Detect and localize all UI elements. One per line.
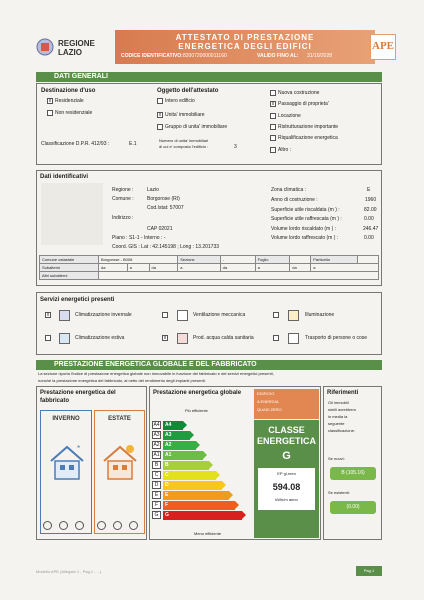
riferimenti-text-4: classificazione: xyxy=(328,428,355,433)
dati-generali-box xyxy=(36,83,382,165)
servizi-title: Servizi energetici presenti xyxy=(40,297,115,303)
energy-class-marker-f: F xyxy=(152,501,161,509)
prestazione-intro-line2: nonché la prestazione energetica del fabbricato, al netto del rendimento degli impianti presenti. xyxy=(38,378,206,383)
estate-panel xyxy=(94,410,145,534)
servizio-label-1: Ventilazione meccanica xyxy=(193,312,246,318)
regione-value: Lazio xyxy=(147,187,159,193)
section-prestazione: PRESTAZIONE ENERGETICA GLOBALE E DEL FABBRICATO xyxy=(36,360,382,370)
destinazione-title: Destinazione d'uso xyxy=(41,88,96,94)
altro-label: Altro : xyxy=(278,147,292,153)
se-nuovi-badge xyxy=(330,467,376,480)
riferimenti-text-1: simili avrebbero xyxy=(328,407,357,412)
se-nuovi-label: Se nuovi: xyxy=(328,456,345,461)
code-value: 8200720000011160 xyxy=(183,53,227,59)
region-name-line2: LAZIO xyxy=(58,48,82,57)
ape-logo xyxy=(370,34,396,60)
footer-left: Modello APE (Allegato 1 - Pag.1 - ...) xyxy=(36,569,102,574)
cod-istat: Cod.Istat: 57007 xyxy=(147,205,184,211)
riferimenti-box xyxy=(323,386,382,540)
subalterni-a-1: a xyxy=(127,264,149,272)
meno-efficiente-label: Meno efficiente xyxy=(194,531,222,536)
energy-class-bar-b: B xyxy=(163,461,209,470)
energy-class-marker-c: C xyxy=(152,471,161,479)
servizio-checkbox-5[interactable] xyxy=(273,335,279,341)
smiley-icon xyxy=(97,521,106,530)
subalterni-da-3: da xyxy=(220,264,255,272)
servizio-label-4: Prod. acqua calda sanitaria xyxy=(193,335,254,341)
fabbricato-box xyxy=(36,386,147,540)
intero-edificio-label: Intero edificio xyxy=(165,98,195,104)
particella-label: Particella xyxy=(311,256,358,264)
sup-riscaldata-value: 82.00 xyxy=(364,207,377,213)
estate-smiley-row xyxy=(97,521,145,531)
servizio-label-3: Climatizzazione estiva xyxy=(75,335,125,341)
energy-class-bar-e: E xyxy=(163,491,229,500)
neutral-face-icon xyxy=(113,521,122,530)
energy-class-bar-a4: A4 xyxy=(163,421,183,430)
gruppo-unita-label: Gruppo di unita' immobiliare xyxy=(165,124,228,130)
nzeb-line2: A ENERGIA xyxy=(257,399,279,404)
indirizzo-label: Indirizzo : xyxy=(112,215,134,221)
zona-climatica-label: Zona climatica : xyxy=(271,187,307,193)
neutral-face-icon xyxy=(59,521,68,530)
altri-subalterni-label: Altri subalterni xyxy=(40,272,99,280)
sad-face-icon xyxy=(129,521,138,530)
cooling-icon xyxy=(59,333,70,344)
piano-interno: Piano : S1-1 - Interno : - xyxy=(112,235,166,241)
page-number: Pag.1 xyxy=(363,568,375,573)
winter-house-icon xyxy=(47,441,87,481)
nzeb-line3: QUASI ZERO xyxy=(257,407,282,412)
svg-text:*: * xyxy=(77,444,81,453)
classe-panel xyxy=(254,420,319,538)
servizio-label-0: Climatizzazione invernale xyxy=(75,312,132,318)
altri-subalterni-value xyxy=(99,272,379,280)
nzeb-line1: EDIFICIO xyxy=(257,391,275,396)
energy-class-marker-b: B xyxy=(152,461,161,469)
subalterni-a-4: a xyxy=(311,264,379,272)
region-name-line1: REGIONE xyxy=(58,39,95,48)
foglio-label: Foglio xyxy=(255,256,290,264)
vol-riscaldato-label: Volume lordo riscaldato (m ) : xyxy=(271,226,337,232)
servizio-checkbox-1[interactable] xyxy=(162,312,168,318)
valid-until-value: 31/10/2028 xyxy=(307,53,333,59)
energy-class-marker-e: E xyxy=(152,491,161,499)
lighting-icon xyxy=(288,310,299,321)
ape-logo-text: APE xyxy=(372,40,394,52)
ristrutturazione-checkbox[interactable] xyxy=(270,124,276,130)
servizio-checkbox-0[interactable]: x xyxy=(46,312,50,318)
classe-line2: ENERGETICA xyxy=(256,436,316,446)
hot-water-icon xyxy=(177,333,188,344)
riferimenti-text-2: in media la xyxy=(328,414,348,419)
section-dati-generali: DATI GENERALI xyxy=(36,72,382,82)
comune-value: Borgorose (RI) xyxy=(147,196,180,202)
locazione-checkbox[interactable] xyxy=(270,113,276,119)
classification-label: Classificazione D.P.R. 412/93 : xyxy=(41,141,110,147)
servizio-checkbox-3[interactable] xyxy=(45,335,51,341)
non-residenziale-label: Non residenziale xyxy=(55,110,93,116)
unita-immobiliare-label: Unita' immobiliare xyxy=(165,112,205,118)
numero-unita-line1: Numero di unita' immobiliari xyxy=(159,138,209,143)
subalterni-label: Subalterni xyxy=(40,264,99,272)
valid-until-label: VALIDO FINO AL: xyxy=(257,53,299,59)
subalterni-a-3: a xyxy=(255,264,290,272)
se-esistenti-value: (0.00) xyxy=(346,504,360,510)
building-photo-placeholder xyxy=(41,183,103,245)
document-title-line1: ATTESTATO DI PRESTAZIONE xyxy=(175,33,315,42)
subalterni-da-4: da xyxy=(290,264,311,272)
altro-checkbox[interactable] xyxy=(270,147,276,153)
dati-identificativi-box xyxy=(36,170,382,286)
estate-label: ESTATE xyxy=(108,416,131,422)
elevator-icon xyxy=(288,333,299,344)
fabbricato-title-line1: Prestazione energetica del xyxy=(40,390,116,396)
page-badge xyxy=(356,566,382,576)
vol-raffrescato-value: 0.00 xyxy=(364,235,374,241)
inverno-label: INVERNO xyxy=(52,416,80,422)
riferimenti-text-0: Gli immobili xyxy=(328,400,349,405)
classification-value: E.1 xyxy=(129,141,137,147)
energy-class-marker-a2: A2 xyxy=(153,442,160,448)
ep-panel xyxy=(258,468,315,510)
foglio-value xyxy=(290,256,311,264)
se-nuovi-value: B (105.16) xyxy=(341,470,365,476)
unita-immobiliare-checkbox[interactable]: x xyxy=(158,112,162,118)
servizi-box xyxy=(36,292,382,355)
comune-catastale-label: Comune catastale xyxy=(40,256,99,264)
dati-identificativi-title: Dati identificativi xyxy=(40,174,89,180)
header-banner xyxy=(115,30,375,64)
code-label: CODICE IDENTIFICATIVO: xyxy=(121,53,183,59)
sezione-value: - xyxy=(220,256,255,264)
smiley-icon xyxy=(43,521,52,530)
inverno-panel xyxy=(40,410,92,534)
inverno-smiley-row xyxy=(43,521,91,531)
sup-riscaldata-label: Superficie utile riscaldata (m ) : xyxy=(271,207,340,213)
servizio-label-5: Trasporto di persone o cose xyxy=(305,335,368,341)
prestazione-intro-line1: La sezione riporta l'indice di prestazione energetica globale non rinnovabile in funzione del fabbricato e dei servizi energetici presenti, xyxy=(38,371,274,376)
passaggio-proprieta-label: Passaggio di proprieta' xyxy=(278,101,329,107)
riqualificazione-label: Riqualificazione energetica xyxy=(278,135,338,141)
numero-unita-value: 3 xyxy=(234,144,237,150)
region-logo xyxy=(36,36,106,60)
riqualificazione-checkbox[interactable] xyxy=(270,135,276,141)
classe-line1: CLASSE xyxy=(268,425,305,435)
region-crest-icon xyxy=(36,38,54,56)
intero-edificio-checkbox[interactable] xyxy=(157,98,163,104)
se-esistenti-badge xyxy=(330,501,376,514)
energy-class-bar-a1: A1 xyxy=(163,451,203,460)
energy-class-bar-a3: A3 xyxy=(163,431,190,440)
comune-label: Comune : xyxy=(112,196,134,202)
gruppo-unita-checkbox[interactable] xyxy=(157,124,163,130)
sup-raffrescata-label: Superficie utile raffrescata (m ) : xyxy=(271,216,342,222)
subalterni-da-1: da xyxy=(99,264,128,272)
servizio-checkbox-2[interactable] xyxy=(273,312,279,318)
anno-costruzione-value: 1960 xyxy=(365,197,377,203)
anno-costruzione-label: Anno di costruzione : xyxy=(271,197,318,203)
fabbricato-title-line2: fabbricato xyxy=(40,398,70,404)
ep-label: EP gl,nren xyxy=(277,471,296,476)
energy-class-marker-d: D xyxy=(152,481,161,489)
energy-class-bar-c: C xyxy=(163,471,216,480)
oggetto-title: Oggetto dell'attestato xyxy=(157,88,219,94)
residenziale-label: Residenziale xyxy=(55,98,84,104)
globale-title: Prestazione energetica globale xyxy=(153,390,242,396)
classe-value: G xyxy=(282,450,291,462)
riferimenti-title: Riferimenti xyxy=(327,390,359,396)
non-residenziale-checkbox[interactable] xyxy=(47,110,53,116)
ep-unit: kWh/m anno xyxy=(275,497,298,502)
passaggio-proprieta-checkbox[interactable]: x xyxy=(271,101,275,107)
residenziale-checkbox[interactable]: x xyxy=(48,98,52,104)
nuova-costruzione-checkbox[interactable] xyxy=(270,90,276,96)
energy-class-bar-g: G xyxy=(163,511,242,520)
summer-house-icon xyxy=(100,441,140,481)
sup-raffrescata-value: 0.00 xyxy=(364,216,374,222)
comune-catastale-value: Borgorose - B008 xyxy=(99,256,178,264)
nuova-costruzione-label: Nuova costruzione xyxy=(278,90,320,96)
energy-class-marker-a1: A1 xyxy=(153,452,160,458)
se-esistenti-label: Se esistenti: xyxy=(328,490,350,495)
particella-value xyxy=(358,256,379,264)
energy-class-scale xyxy=(152,421,252,521)
ep-value: 594.08 xyxy=(272,482,301,492)
energy-class-marker-g: G xyxy=(152,511,161,519)
document-title-line2: ENERGETICA DEGLI EDIFICI xyxy=(178,42,312,51)
subalterni-a-2: a xyxy=(178,264,220,272)
subalterni-da-2: da xyxy=(149,264,178,272)
catasto-table xyxy=(39,255,379,280)
vol-riscaldato-value: 246.47 xyxy=(363,226,379,232)
ristrutturazione-label: Ristrutturazione importante xyxy=(278,124,339,130)
regione-label: Regione : xyxy=(112,187,134,193)
energy-class-marker-a3: A3 xyxy=(153,432,160,438)
servizio-label-2: Illuminazione xyxy=(305,312,335,318)
cap: CAP 02021 xyxy=(147,226,173,232)
globale-box xyxy=(149,386,321,540)
energy-class-bar-f: F xyxy=(163,501,235,510)
coordinate-gis: Coord. GIS : Lat : 42.145198 ; Long : 13.201733 xyxy=(112,244,220,250)
energy-class-marker-a4: A4 xyxy=(153,422,160,428)
piu-efficiente-label: Più efficiente xyxy=(185,408,208,413)
vol-raffrescato-label: Volume lordo raffrescato (m ) : xyxy=(271,235,339,241)
ventilation-icon xyxy=(177,310,188,321)
energy-class-bar-a2: A2 xyxy=(163,441,196,450)
heating-icon xyxy=(59,310,70,321)
servizio-checkbox-4[interactable]: x xyxy=(163,335,167,341)
numero-unita-line2: di cui e' composto l'edificio : xyxy=(159,144,209,149)
nzeb-panel xyxy=(254,389,319,419)
riferimenti-text-3: seguente xyxy=(328,421,345,426)
sad-face-icon xyxy=(75,521,84,530)
energy-class-bar-d: D xyxy=(163,481,222,490)
locazione-label: Locazione xyxy=(278,113,301,119)
sezione-label: Sezione xyxy=(178,256,220,264)
zona-climatica-value: E xyxy=(367,187,371,193)
